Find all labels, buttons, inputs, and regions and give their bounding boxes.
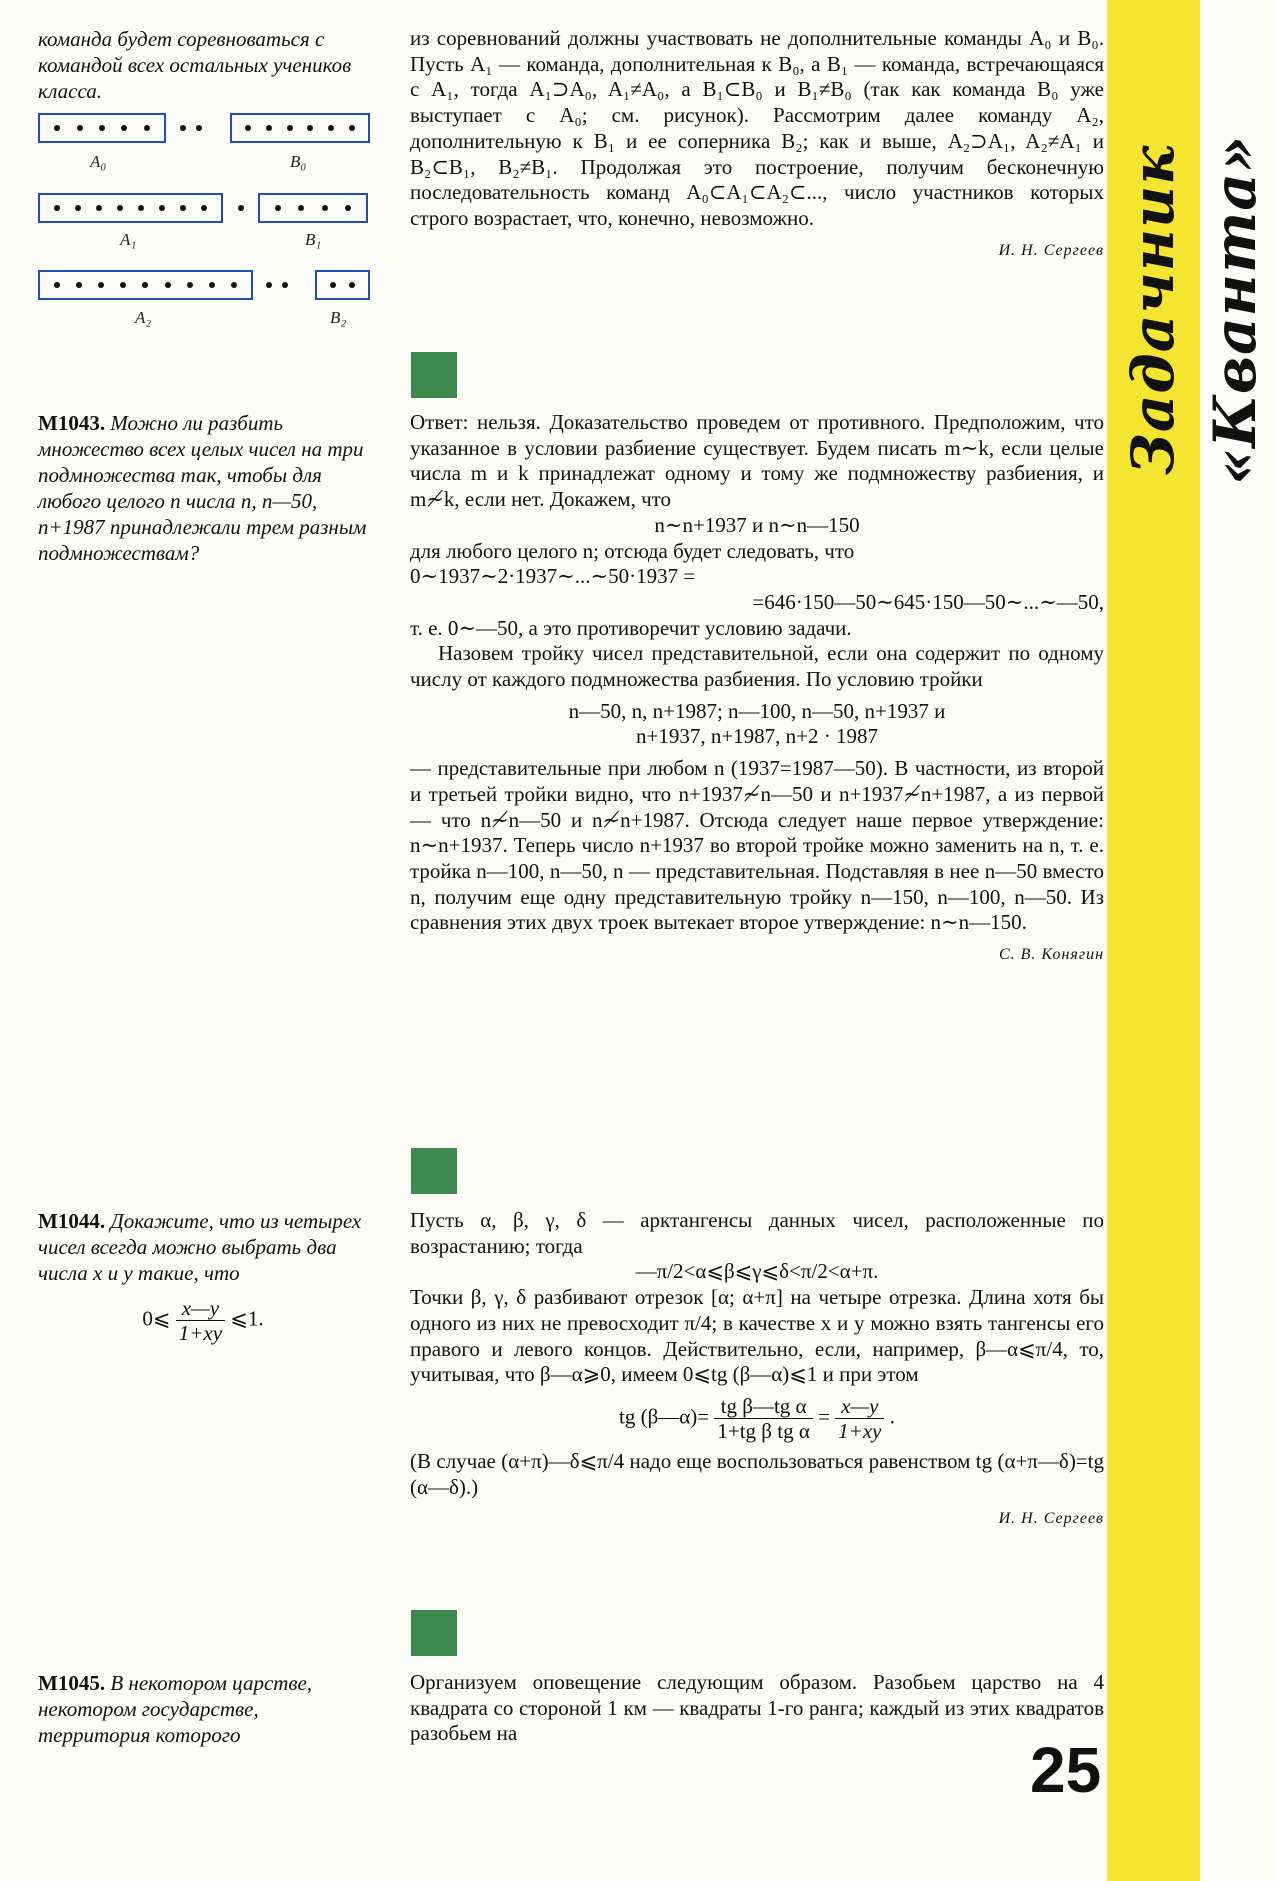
solution-paragraph: (В случае (α+π)—δ⩽π/4 надо еще воспользоваться равенством tg (α+π—δ)=tg (α—δ).) <box>410 1448 1104 1499</box>
separator-dots <box>266 282 288 288</box>
formula: n∼n+1937 и n∼n—150 <box>654 512 860 537</box>
solution-m1045 <box>410 1670 1104 1747</box>
solution-paragraph: Назовем тройку чисел представительной, если она содержит по одному числу от каждого подмножества разбиения. По условию тройки <box>410 641 1104 692</box>
team-a1-box <box>38 193 223 223</box>
fraction-denominator: 1+xy <box>838 1418 882 1443</box>
fraction <box>176 1296 225 1345</box>
solution-paragraph: Пусть α, β, γ, δ — арктангенсы данных чисел, расположенные по возрастанию; тогда <box>410 1208 1104 1258</box>
fraction <box>714 1394 812 1443</box>
solution-m1044 <box>410 1208 1104 1532</box>
fraction-denominator: 1+xy <box>178 1321 223 1345</box>
fraction-denominator: 1+tg β tg α <box>717 1418 810 1443</box>
label-a2: A₂ <box>135 308 152 327</box>
formula-left: tg (β—α)= <box>619 1404 710 1429</box>
solution-paragraph: для любого целого n; отсюда будет следовать, что <box>410 538 855 563</box>
problem-m1043 <box>38 410 368 566</box>
separator-dots <box>238 205 244 211</box>
problem-statement: Докажите, что из четырех чисел всегда можно выбрать два числа x и y такие, что <box>38 1209 362 1285</box>
formula: n+1937, n+1987, n+2 · 1987 <box>635 724 879 749</box>
formula: —π/2<α⩽β⩽γ⩽δ<π/2<α+π. <box>635 1259 879 1284</box>
solution-paragraph: т. е. 0∼—50, а это противоречит условию задачи. <box>410 615 852 640</box>
author-signature: С. В. Конягин <box>998 946 1104 964</box>
label-b0: B₀ <box>290 152 307 171</box>
inequality <box>38 1296 368 1345</box>
section-marker <box>411 1610 457 1656</box>
label-a1: A₁ <box>120 230 137 249</box>
formula: n—50, n, n+1987; n—100, n—50, n+1937 и <box>568 698 946 723</box>
problem-m1044 <box>38 1208 368 1345</box>
problem-number: М1043. <box>38 411 106 435</box>
inequality-left: 0⩽ <box>142 1306 171 1331</box>
separator-dots <box>180 125 202 131</box>
formula-tangent <box>410 1394 1104 1443</box>
author-signature: И. Н. Сергеев <box>998 241 1104 259</box>
sidebar-title: Задачник «Кванта» <box>1119 134 1269 486</box>
fraction-numerator: x—y <box>176 1296 225 1321</box>
team-b0-box <box>230 113 370 143</box>
solution-paragraph: Ответ: нельзя. Доказательство проведем от противного. Предположим, что указанное в условии разбиение существует. Будем писать m∼k, если целые числа m и k принадлежат одному и тому же подмножеству разбиения, и m≁k, если нет. Докажем, что <box>410 410 1104 512</box>
problem-m1045 <box>38 1670 368 1748</box>
intro-left-text: команда будет соревноваться с командой всех остальных учеников класса. <box>38 27 352 103</box>
problem-statement: В некотором царстве, некотором государстве, территория которого <box>38 1671 313 1747</box>
section-marker <box>411 352 457 398</box>
problem-number: М1044. <box>38 1209 106 1233</box>
solution-paragraph: Организуем оповещение следующим образом. Разобьем царство на 4 квадрата со стороной 1 км — квадраты 1-го ранга; каждый из этих квадратов разобьем на <box>410 1670 1104 1746</box>
fraction-numerator: x—y <box>835 1394 884 1419</box>
previous-solution-text: из соревнований должны участвовать не дополнительные команды A₀ и B₀. Пусть A₁ — команда, дополнительная к B₀, а B₁ — команда, встречающаяся с A₁, тогда A₁⊃A₀, A₁≠A₀, а B₁⊂B₀ и B₁≠B₀ (так как команда B₀ уже выступает с A₀; см. рисунок). Рассмотрим далее команду A₂, дополнительную к B₁ и ее соперника B₂; как и выше, A₂⊃A₁, A₂≠A₁ и B₂⊂B₁, B₂≠B₁. Продолжая это построение, получим бесконечную последовательность команд A₀⊂A₁⊂A₂⊂..., число участников которых строго возрастает, что, конечно, невозможно. <box>410 26 1104 230</box>
solution-paragraph: Точки β, γ, δ разбивают отрезок [α; α+π] на четыре отрезка. Длина хотя бы одного из них не превосходит π/4; в качестве x и y можно взять тангенсы его правого и левого концов. Действительно, если, например, β—α⩽π/4, то, учитывая, что β—α⩾0, имеем 0⩽tg (β—α)⩽1 и при этом <box>410 1285 1104 1387</box>
label-b2: B₂ <box>330 308 347 327</box>
previous-solution <box>410 26 1104 263</box>
section-marker <box>411 1148 457 1194</box>
solution-m1043 <box>410 410 1104 968</box>
problem-statement: Можно ли разбить множество всех целых чисел на три подмножества так, чтобы для любого целого n числа n, n—50, n+1987 принадлежали трем разным подмножествам? <box>38 411 367 565</box>
inequality-right: ⩽1. <box>230 1306 264 1331</box>
formula: 0∼1937∼2·1937∼...∼50·1937 = <box>410 564 696 589</box>
team-b2-box <box>315 270 370 300</box>
fraction-numerator: tg β—tg α <box>714 1394 812 1419</box>
team-a2-box <box>38 270 253 300</box>
author-signature: И. Н. Сергеев <box>998 1510 1104 1528</box>
label-b1: B₁ <box>305 230 322 249</box>
team-a0-box <box>38 113 166 143</box>
problem-number: М1045. <box>38 1671 106 1695</box>
solution-paragraph: — представительные при любом n (1937=1987—50). В частности, из второй и третьей тройки видно, что n+1937≁n—50 и n+1937≁n+1987, а из первой — что n≁n—50 и n≁n+1987. Отсюда следует наше первое утверждение: n∼n+1937. Теперь число n+1937 во второй тройке можно заменить на n, т. е. тройка n—100, n—50, n — представительная. Подставляя в нее n—50 вместо n, получим еще одну представительную тройку n—150, n—100, n—50. Из сравнения этих двух троек вытекает второе утверждение: n∼n—150. <box>410 756 1104 935</box>
equals-sign: = <box>818 1404 830 1429</box>
fraction <box>835 1394 884 1443</box>
page-number: 25 <box>1030 1734 1102 1806</box>
label-a0: A₀ <box>90 152 107 171</box>
formula: =646·150—50∼645·150—50∼...∼—50, <box>752 589 1104 614</box>
formula-end: . <box>889 1404 895 1429</box>
team-b1-box <box>258 193 368 223</box>
